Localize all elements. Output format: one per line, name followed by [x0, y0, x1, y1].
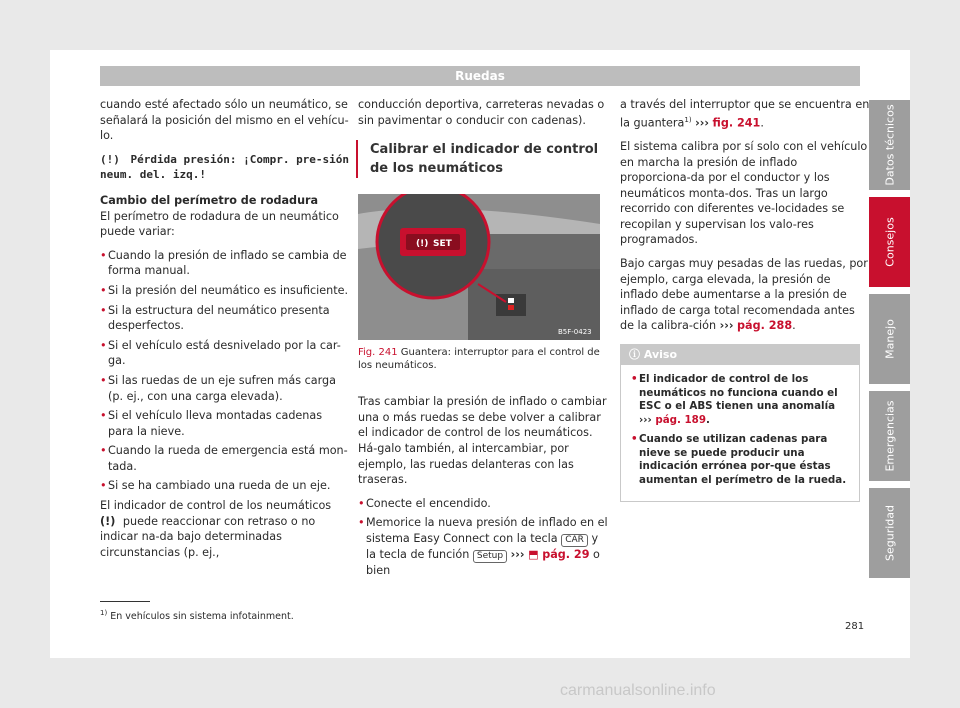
svg-text:(!): (!)	[416, 239, 429, 250]
list-item: • Si la presión del neumático es insuficiente.	[100, 283, 350, 299]
load-text: Bajo cargas muy pesadas de las ruedas, por ejemplo, carga elevada, la presión de inflado debe aumentarse a la presión de inflado de carga total recomendada antes de la calibra-ción	[620, 257, 868, 333]
list-item: • Si el vehículo está desnivelado por la car-ga.	[100, 338, 350, 369]
notice-header	[621, 345, 859, 365]
calibrate-paragraph: Tras cambiar la presión de inflado o cambiar una o más ruedas se debe volver a calibrar el indicador de control de los neumáticos. Há-galo también, al intercambiar, por ejemplo, las ruedas delanteras con las traseras.	[358, 395, 607, 487]
tab-emergencias[interactable]	[869, 391, 910, 481]
tab-label: Seguridad	[883, 505, 896, 561]
tab-label: Datos técnicos	[883, 104, 896, 186]
closing-text-a: El indicador de control de los neumáticos	[100, 499, 332, 513]
glovebox-photo	[358, 194, 600, 340]
switch-paragraph: a través del interruptor que se encuentra en la guantera$^{1)}$ ››› fig. 241.	[620, 98, 870, 130]
tire-pressure-warning-icon: (!)	[100, 514, 116, 528]
continued-paragraph: conducción deportiva, carreteras nevadas o sin pavimentar o conducir con cadenas).	[358, 98, 605, 127]
figure-code: B5F-0423	[558, 328, 592, 337]
figure-241	[358, 194, 600, 372]
arrow-glyph: ›››	[639, 413, 652, 426]
footnote-divider	[100, 601, 150, 602]
step-text-b: y la tecla de función	[366, 531, 599, 561]
body-paragraph: El perímetro de rodadura de un neumático puede variar:	[100, 209, 339, 239]
warning-text: Pérdida presión: ¡Compr. pre-sión neum. del. izq.!	[100, 152, 350, 182]
steps-list	[358, 496, 608, 579]
car-key: CAR	[561, 534, 588, 547]
list-item	[358, 515, 608, 578]
subheading: Cambio del perímetro de rodadura	[100, 193, 319, 207]
page-header: Ruedas	[100, 66, 860, 86]
list-item: • El indicador de control de los neumáticos no funciona cuando el ESC o el ABS tienen una anomalía ››› pág. 189.	[631, 373, 849, 427]
tab-consejos[interactable]	[869, 197, 910, 287]
warning-message	[100, 152, 350, 183]
load-paragraph: Bajo cargas muy pesadas de las ruedas, por ejemplo, carga elevada, la presión de inflado debe aumentarse a la presión de inflado de carga total recomendada antes de la calibra-ción ››› pág. 288.	[620, 257, 868, 333]
page-number: 281	[845, 621, 865, 632]
intro-paragraph: cuando esté afectado sólo un neumático, se señalará la posición del mismo en el vehícu-lo.	[100, 98, 349, 143]
column-3	[620, 97, 870, 502]
tire-pressure-warning-icon: (!)	[100, 152, 120, 166]
list-item: • Si el vehículo lleva montadas cadenas para la nieve.	[100, 408, 350, 439]
footnote	[100, 609, 294, 622]
page-reference-link[interactable]: pág. 288	[737, 319, 793, 333]
setup-key: Setup	[473, 550, 507, 563]
tab-label: Manejo	[883, 319, 896, 359]
column-1	[100, 97, 350, 568]
figure-caption	[358, 346, 600, 372]
closing-text-b: puede reaccionar con retraso o no indicar na-da bajo determinadas circunstancias (p. ej.,	[100, 514, 316, 559]
list-item: • Cuando se utilizan cadenas para nieve se puede producir una indicación errónea por-que éstas aumentan el perímetro de la rueda.	[631, 433, 849, 487]
step-text-a: Memorice la nueva presión de inflado en el sistema Easy Connect con la tecla	[366, 516, 608, 545]
footnote-marker: 1)	[100, 609, 108, 617]
info-icon: ⓘ	[629, 348, 640, 362]
arrow-glyph: ›››	[695, 116, 709, 130]
list-item: • Cuando la rueda de emergencia está mon-tada.	[100, 443, 350, 474]
tab-label: Emergencias	[883, 400, 896, 472]
tab-label: Consejos	[883, 217, 896, 267]
closing-paragraph	[100, 498, 350, 560]
notice-box	[620, 344, 860, 502]
notice-list	[631, 373, 849, 487]
notice-body	[621, 365, 859, 501]
menu-icon: ⬒	[528, 547, 539, 561]
step-text-c: o bien	[366, 547, 600, 577]
page-reference-link[interactable]: pág. 29	[542, 547, 590, 561]
list-item: • Si se ha cambiado una rueda de un eje.	[100, 478, 350, 494]
footnote-marker: 1)	[684, 115, 692, 124]
notice-text-1: El indicador de control de los neumáticos no funciona cuando el ESC o el ABS tienen una anomalía	[639, 373, 838, 413]
list-item: • Si la estructura del neumático presenta desperfectos.	[100, 303, 350, 334]
switch-text: a través del interruptor que se encuentra en la guantera	[620, 98, 870, 130]
notice-title: Aviso	[643, 348, 678, 362]
page-reference-link[interactable]: pág. 189	[655, 413, 707, 426]
figure-reference-link[interactable]: fig. 241	[712, 116, 761, 130]
glovebox-illustration	[358, 194, 600, 340]
set-button-label: SET	[433, 239, 452, 250]
list-item: • Cuando la presión de inflado se cambia de forma manual.	[100, 248, 350, 279]
column-2	[358, 97, 608, 583]
system-paragraph: El sistema calibra por sí solo con el vehículo en marcha la presión de inflado proporciona-da por el conductor y los neumáticos monta-dos. Tras un largo recorrido con diferentes ve-locidades se recopilan y supervisan los valo-res programados.	[620, 139, 868, 247]
tab-seguridad[interactable]	[869, 488, 910, 578]
caption-label: Fig. 241	[358, 347, 398, 359]
arrow-glyph: ›››	[719, 319, 734, 333]
list-item: • Conecte el encendido.	[358, 496, 608, 512]
list-item: • Si las ruedas de un eje sufren más carga (p. ej., con una carga elevada).	[100, 373, 350, 404]
caption-text: Guantera: interruptor para el control de los neumáticos.	[358, 347, 600, 372]
tab-datos-tecnicos[interactable]	[869, 100, 910, 190]
bullet-list	[100, 248, 350, 494]
section-title: Calibrar el indicador de control de los neumáticos	[356, 140, 608, 178]
watermark: carmanualsonline.info	[560, 682, 716, 699]
arrow-glyph: ›››	[510, 547, 525, 561]
footnote-text: En vehículos sin sistema infotainment.	[110, 611, 294, 623]
tab-manejo[interactable]	[869, 294, 910, 384]
